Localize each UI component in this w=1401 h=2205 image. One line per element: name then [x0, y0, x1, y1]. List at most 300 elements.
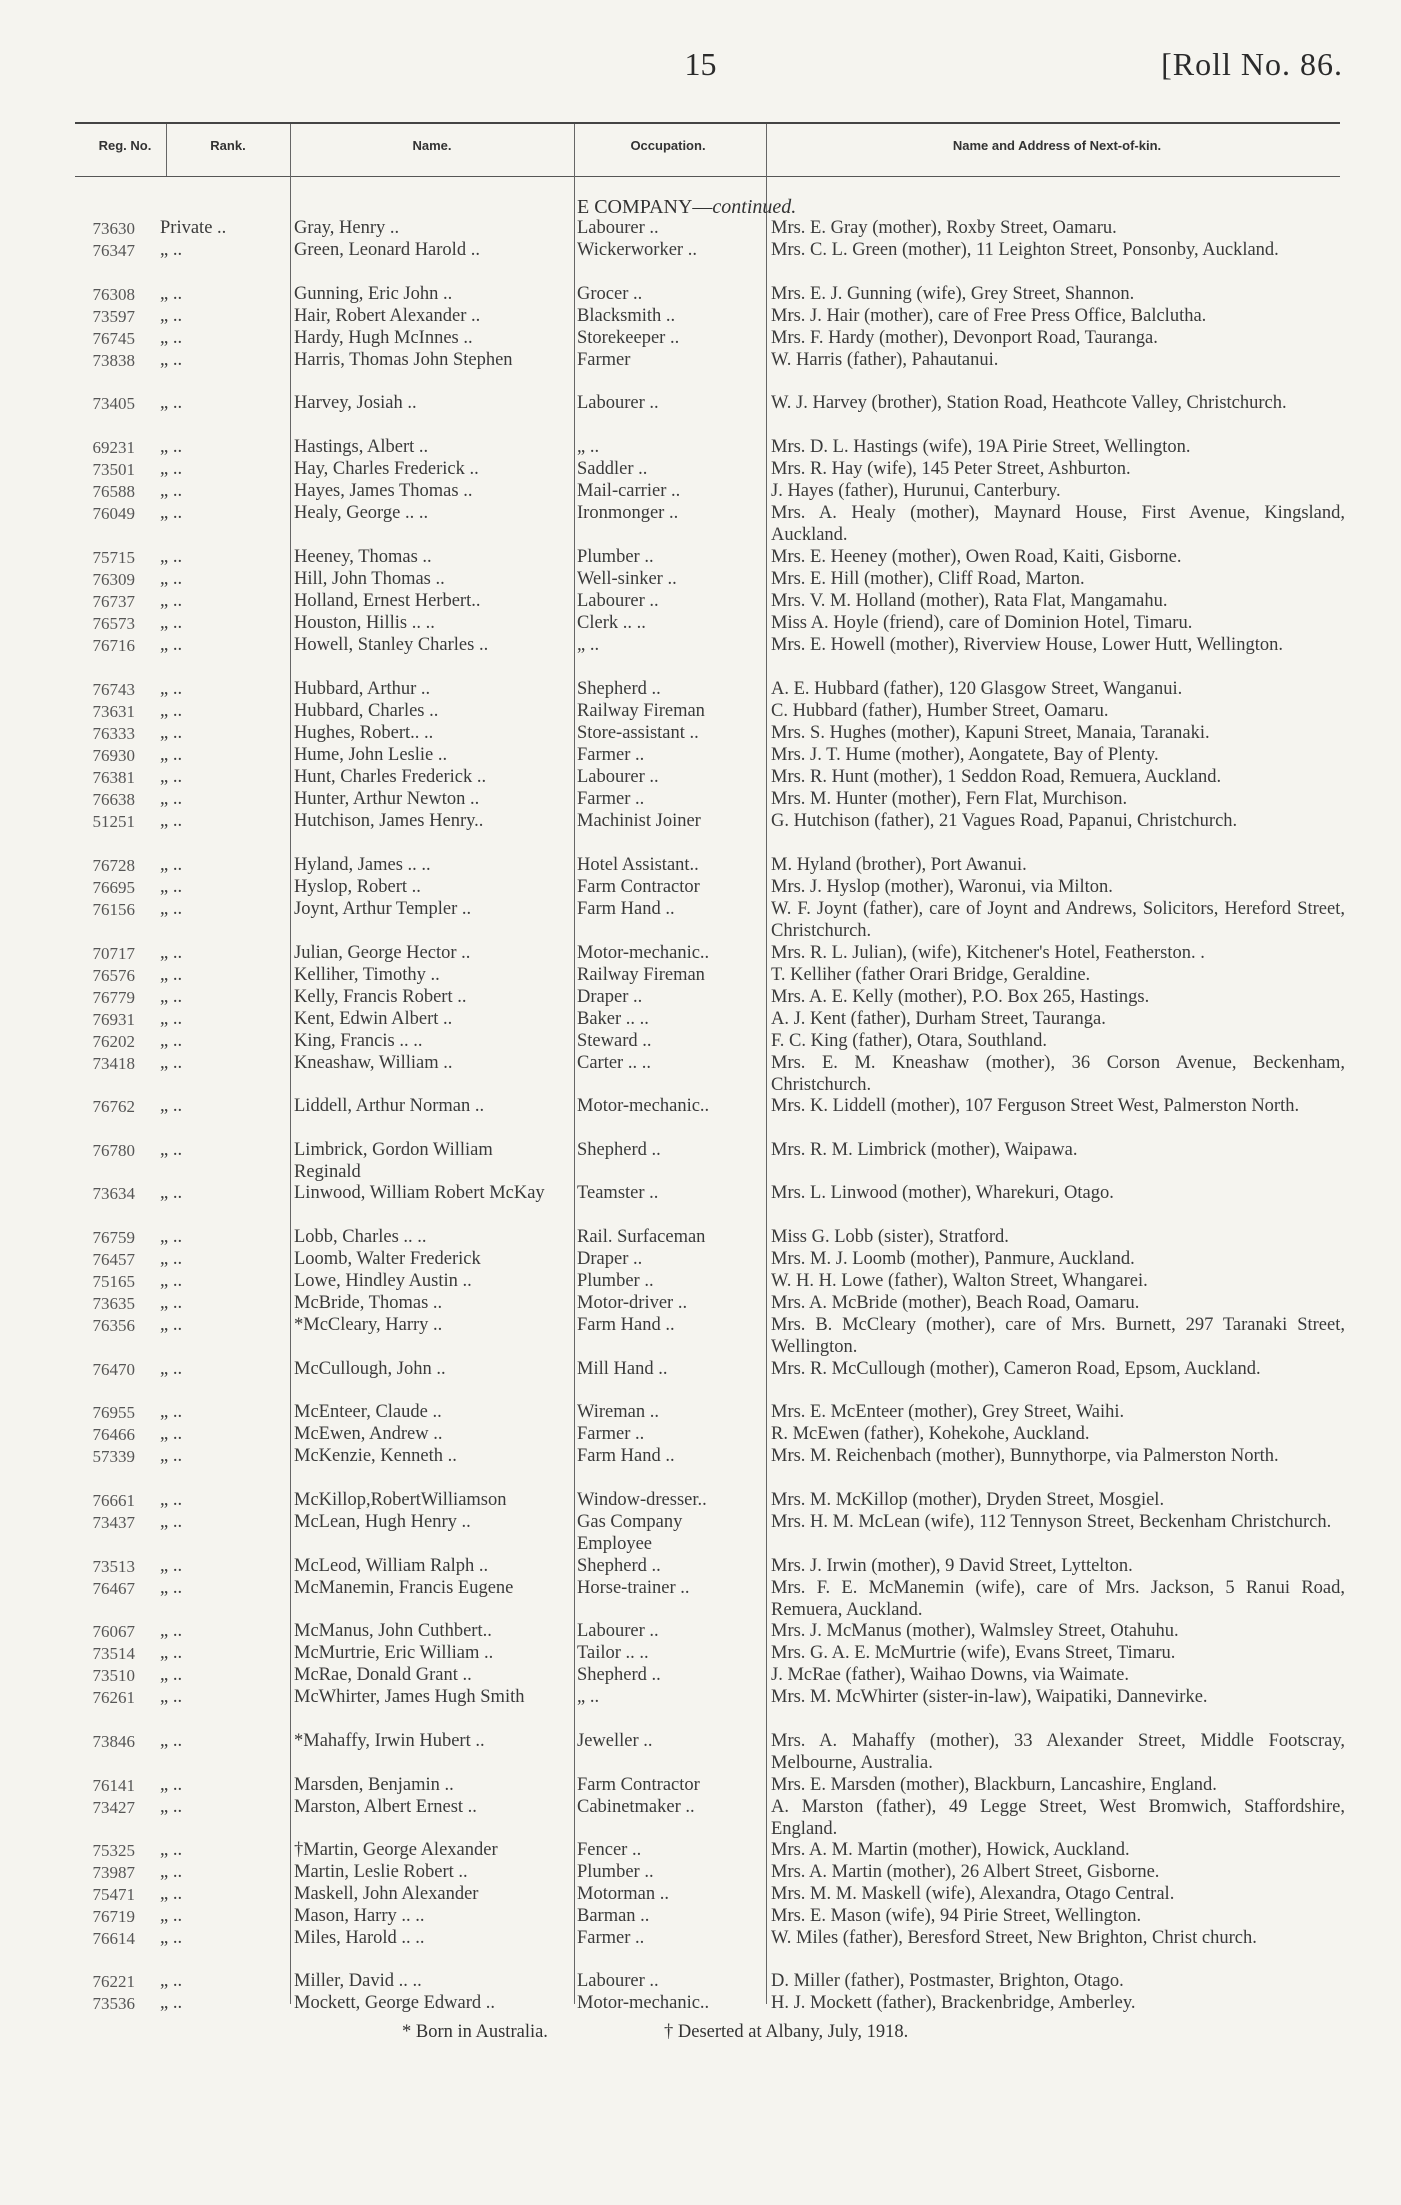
- soldier-name: Kneashaw, William ..: [294, 1053, 453, 1073]
- soldier-name: Hardy, Hugh McInnes ..: [294, 328, 473, 348]
- reg-number: 76309: [92, 570, 135, 589]
- rank: „ ..: [160, 877, 183, 897]
- next-of-kin: W. Harris (father), Pahautanui.: [771, 350, 999, 370]
- soldier-name: Hughes, Robert.. ..: [294, 723, 434, 743]
- occupation: Rail. Surfaceman: [577, 1227, 706, 1247]
- reg-number: 73536: [92, 1994, 135, 2013]
- soldier-name: Howell, Stanley Charles ..: [294, 635, 489, 655]
- rank: „ ..: [160, 328, 183, 348]
- soldier-name: McMurtrie, Eric William ..: [294, 1643, 494, 1663]
- occupation: Shepherd ..: [577, 1556, 661, 1576]
- next-of-kin: Mrs. M. Reichenbach (mother), Bunnythorpe, via Palmerston North.: [771, 1446, 1279, 1466]
- soldier-name: Kent, Edwin Albert ..: [294, 1009, 453, 1029]
- rank: „ ..: [160, 1665, 183, 1685]
- occupation: Steward ..: [577, 1031, 652, 1051]
- occupation: Labourer ..: [577, 767, 659, 787]
- next-of-kin: Mrs. A. Healy (mother), Maynard House, First Avenue, Kingsland, Auckland.: [771, 503, 1345, 545]
- soldier-name: Gunning, Eric John ..: [294, 284, 453, 304]
- next-of-kin: A. E. Hubbard (father), 120 Glasgow Street, Wanganui.: [771, 679, 1183, 699]
- occupation: Horse-trainer ..: [577, 1578, 690, 1598]
- soldier-name: Green, Leonard Harold ..: [294, 240, 480, 260]
- occupation: Shepherd ..: [577, 1140, 661, 1160]
- reg-number: 73513: [92, 1557, 135, 1576]
- next-of-kin: Mrs. A. E. Kelly (mother), P.O. Box 265, Hastings.: [771, 987, 1150, 1007]
- next-of-kin: Miss A. Hoyle (friend), care of Dominion Hotel, Timaru.: [771, 613, 1193, 633]
- next-of-kin: Mrs. E. J. Gunning (wife), Grey Street, Shannon.: [771, 284, 1135, 304]
- reg-number: 73501: [92, 460, 135, 479]
- next-of-kin: A. Marston (father), 49 Legge Street, West Bromwich, Staffordshire, England.: [771, 1797, 1345, 1839]
- next-of-kin: Mrs. J. T. Hume (mother), Aongatete, Bay of Plenty.: [771, 745, 1159, 765]
- next-of-kin: Mrs. E. Mason (wife), 94 Pirie Street, Wellington.: [771, 1906, 1142, 1926]
- reg-number: 76467: [92, 1579, 135, 1598]
- next-of-kin: Mrs. M. McWhirter (sister-in-law), Waipatiki, Dannevirke.: [771, 1687, 1208, 1707]
- soldier-name: Loomb, Walter Frederick: [294, 1249, 481, 1269]
- soldier-name: McManus, John Cuthbert..: [294, 1621, 492, 1641]
- occupation: Farm Contractor: [577, 877, 700, 897]
- reg-number: 76762: [92, 1097, 135, 1116]
- occupation: Plumber ..: [577, 1271, 654, 1291]
- rank: „ ..: [160, 1884, 183, 1904]
- next-of-kin: Mrs. E. M. Kneashaw (mother), 36 Corson Avenue, Beckenham, Christchurch.: [771, 1053, 1345, 1095]
- next-of-kin: Mrs. R. M. Limbrick (mother), Waipawa.: [771, 1140, 1078, 1160]
- rank: „ ..: [160, 1556, 183, 1576]
- rank: „ ..: [160, 1731, 183, 1751]
- next-of-kin: Mrs. R. Hay (wife), 145 Peter Street, Ashburton.: [771, 459, 1131, 479]
- soldier-name: McRae, Donald Grant ..: [294, 1665, 472, 1685]
- roll-number: [Roll No. 86.: [1161, 46, 1343, 82]
- reg-number: 76202: [92, 1032, 135, 1051]
- occupation: Motor-mechanic..: [577, 943, 710, 963]
- reg-number: 76719: [92, 1907, 135, 1926]
- rank: „ ..: [160, 284, 183, 304]
- rank: „ ..: [160, 1402, 183, 1422]
- reg-number: 76745: [92, 329, 135, 348]
- soldier-name: Hill, John Thomas ..: [294, 569, 445, 589]
- next-of-kin: Mrs. M. Hunter (mother), Fern Flat, Murchison.: [771, 789, 1128, 809]
- occupation: Farmer ..: [577, 789, 645, 809]
- reg-number: 73987: [92, 1863, 135, 1882]
- occupation: Grocer ..: [577, 284, 643, 304]
- soldier-name: Kelliher, Timothy ..: [294, 965, 440, 985]
- occupation: Jeweller ..: [577, 1731, 653, 1751]
- section-continued: continued.: [712, 196, 797, 218]
- occupation: Labourer ..: [577, 218, 659, 238]
- reg-number: 76067: [92, 1622, 135, 1641]
- next-of-kin: Mrs. A. McBride (mother), Beach Road, Oamaru.: [771, 1293, 1140, 1313]
- reg-number: 73631: [92, 702, 135, 721]
- soldier-name: McBride, Thomas ..: [294, 1293, 443, 1313]
- reg-number: 76779: [92, 988, 135, 1007]
- occupation: Farmer ..: [577, 1928, 645, 1948]
- reg-number: 76141: [92, 1776, 135, 1795]
- reg-number: 76308: [92, 285, 135, 304]
- rank: „ ..: [160, 1775, 183, 1795]
- reg-number: 76156: [92, 900, 135, 919]
- reg-number: 76638: [92, 790, 135, 809]
- reg-number: 76576: [92, 966, 135, 985]
- rank: „ ..: [160, 591, 183, 611]
- occupation: Plumber ..: [577, 1862, 654, 1882]
- soldier-name: Hyslop, Robert ..: [294, 877, 421, 897]
- rank: „ ..: [160, 569, 183, 589]
- next-of-kin: Mrs. M. McKillop (mother), Dryden Street, Mosgiel.: [771, 1490, 1165, 1510]
- reg-number: 76716: [92, 636, 135, 655]
- next-of-kin: Mrs. C. L. Green (mother), 11 Leighton Street, Ponsonby, Auckland.: [771, 240, 1279, 260]
- reg-number: 73597: [92, 307, 135, 326]
- reg-number: 73846: [92, 1732, 135, 1751]
- soldier-name: Lobb, Charles .. ..: [294, 1227, 427, 1247]
- next-of-kin: W. Miles (father), Beresford Street, New Brighton, Christ church.: [771, 1928, 1257, 1948]
- rank: „ ..: [160, 811, 183, 831]
- reg-number: 76049: [92, 504, 135, 523]
- page-number: 15: [684, 46, 717, 82]
- reg-number: 76333: [92, 724, 135, 743]
- soldier-name: *McCleary, Harry ..: [294, 1315, 443, 1335]
- column-header-next-of-kin: Name and Address of Next-of-kin.: [952, 138, 1162, 153]
- occupation: Farm Hand ..: [577, 1315, 675, 1335]
- rank: „ ..: [160, 1906, 183, 1926]
- soldier-name: McKillop,RobertWilliamson: [294, 1490, 507, 1510]
- occupation: Tailor .. ..: [577, 1643, 649, 1663]
- soldier-name: McKenzie, Kenneth ..: [294, 1446, 457, 1466]
- rank: „ ..: [160, 350, 183, 370]
- occupation: Saddler ..: [577, 459, 648, 479]
- rank: „ ..: [160, 393, 183, 413]
- next-of-kin: Mrs. J. McManus (mother), Walmsley Street, Otahuhu.: [771, 1621, 1179, 1641]
- occupation: Wickerworker ..: [577, 240, 697, 260]
- next-of-kin: Mrs. F. E. McManemin (wife), care of Mrs. Jackson, 5 Ranui Road, Remuera, Auckland.: [771, 1578, 1345, 1620]
- rank: „ ..: [160, 635, 183, 655]
- soldier-name: *Mahaffy, Irwin Hubert ..: [294, 1731, 485, 1751]
- rank: „ ..: [160, 437, 183, 457]
- next-of-kin: Mrs. E. Marsden (mother), Blackburn, Lancashire, England.: [771, 1775, 1217, 1795]
- next-of-kin: Mrs. R. Hunt (mother), 1 Seddon Road, Remuera, Auckland.: [771, 767, 1222, 787]
- reg-number: 76743: [92, 680, 135, 699]
- occupation: Railway Fireman: [577, 701, 705, 721]
- occupation: „ ..: [577, 1687, 600, 1707]
- next-of-kin: Mrs. B. McCleary (mother), care of Mrs. Burnett, 297 Taranaki Street, Wellington.: [771, 1315, 1345, 1357]
- soldier-name: Hubbard, Charles ..: [294, 701, 439, 721]
- occupation: Hotel Assistant..: [577, 855, 699, 875]
- rank: „ ..: [160, 723, 183, 743]
- rank: „ ..: [160, 240, 183, 260]
- next-of-kin: Mrs. V. M. Holland (mother), Rata Flat, Mangamahu.: [771, 591, 1168, 611]
- column-header-rank: Rank.: [210, 138, 246, 153]
- column-header-name: Name.: [412, 138, 452, 153]
- rank: „ ..: [160, 306, 183, 326]
- rank: „ ..: [160, 679, 183, 699]
- reg-number: 75471: [92, 1885, 135, 1904]
- next-of-kin: Mrs. J. Hyslop (mother), Waronui, via Milton.: [771, 877, 1113, 897]
- next-of-kin: Mrs. M. J. Loomb (mother), Panmure, Auckland.: [771, 1249, 1135, 1269]
- occupation: Storekeeper ..: [577, 328, 680, 348]
- occupation: Motorman ..: [577, 1884, 669, 1904]
- rank: „ ..: [160, 1578, 183, 1598]
- occupation: Farmer ..: [577, 745, 645, 765]
- rank: „ ..: [160, 767, 183, 787]
- soldier-name: Kelly, Francis Robert ..: [294, 987, 467, 1007]
- reg-number: 76573: [92, 614, 135, 633]
- rank: „ ..: [160, 1183, 183, 1203]
- occupation: „ ..: [577, 635, 600, 655]
- soldier-name: Linwood, William Robert McKay: [294, 1183, 545, 1203]
- soldier-name: Hume, John Leslie ..: [294, 745, 448, 765]
- soldier-name: Miles, Harold .. ..: [294, 1928, 425, 1948]
- next-of-kin: Mrs. J. Irwin (mother), 9 David Street, Lyttelton.: [771, 1556, 1133, 1576]
- next-of-kin: R. McEwen (father), Kohekohe, Auckland.: [771, 1424, 1090, 1444]
- rank: „ ..: [160, 1862, 183, 1882]
- occupation: Labourer ..: [577, 591, 659, 611]
- occupation: Labourer ..: [577, 393, 659, 413]
- occupation: Farmer: [577, 350, 631, 370]
- rank: „ ..: [160, 1140, 183, 1160]
- soldier-name: McEnteer, Claude ..: [294, 1402, 442, 1422]
- occupation: Carter .. ..: [577, 1053, 651, 1073]
- occupation: Draper ..: [577, 1249, 643, 1269]
- rank: „ ..: [160, 1446, 183, 1466]
- next-of-kin: Mrs. E. Hill (mother), Cliff Road, Marton.: [771, 569, 1085, 589]
- rank: „ ..: [160, 1797, 183, 1817]
- next-of-kin: Mrs. R. L. Julian), (wife), Kitchener's Hotel, Featherston. .: [771, 943, 1205, 963]
- soldier-name: Gray, Henry ..: [294, 218, 400, 238]
- occupation: Mill Hand ..: [577, 1359, 668, 1379]
- next-of-kin: Mrs. M. M. Maskell (wife), Alexandra, Otago Central.: [771, 1884, 1175, 1904]
- occupation: Ironmonger ..: [577, 503, 679, 523]
- reg-number: 76466: [92, 1425, 135, 1444]
- occupation: Barman ..: [577, 1906, 650, 1926]
- occupation: „ ..: [577, 437, 600, 457]
- rank: „ ..: [160, 1687, 183, 1707]
- soldier-name: Hair, Robert Alexander ..: [294, 306, 481, 326]
- reg-number: 75325: [92, 1841, 135, 1860]
- next-of-kin: Mrs. K. Liddell (mother), 107 Ferguson Street West, Palmerston North.: [771, 1096, 1300, 1116]
- occupation: Teamster ..: [577, 1183, 659, 1203]
- next-of-kin: Mrs. S. Hughes (mother), Kapuni Street, Manaia, Taranaki.: [771, 723, 1210, 743]
- reg-number: 69231: [92, 438, 135, 457]
- rank: „ ..: [160, 481, 183, 501]
- occupation: Baker .. ..: [577, 1009, 649, 1029]
- next-of-kin: A. J. Kent (father), Durham Street, Tauranga.: [771, 1009, 1106, 1029]
- reg-number: 73635: [92, 1294, 135, 1313]
- rank: „ ..: [160, 547, 183, 567]
- footnote-deserted: † Deserted at Albany, July, 1918.: [664, 2022, 909, 2042]
- rank: „ ..: [160, 943, 183, 963]
- reg-number: 76737: [92, 592, 135, 611]
- rank: „ ..: [160, 1249, 183, 1269]
- occupation: Farm Hand ..: [577, 899, 675, 919]
- rank: „ ..: [160, 1971, 183, 1991]
- occupation: Labourer ..: [577, 1971, 659, 1991]
- soldier-name: Hutchison, James Henry..: [294, 811, 484, 831]
- soldier-name: †Martin, George Alexander: [294, 1840, 498, 1860]
- rank: „ ..: [160, 1096, 183, 1116]
- column-header-occupation: Occupation.: [630, 138, 706, 153]
- rank: „ ..: [160, 701, 183, 721]
- soldier-name: McEwen, Andrew ..: [294, 1424, 443, 1444]
- reg-number: 76695: [92, 878, 135, 897]
- occupation: Blacksmith ..: [577, 306, 676, 326]
- next-of-kin: Mrs. L. Linwood (mother), Wharekuri, Otago.: [771, 1183, 1114, 1203]
- rank: „ ..: [160, 1424, 183, 1444]
- occupation: Clerk .. ..: [577, 613, 646, 633]
- next-of-kin: J. McRae (father), Waihao Downs, via Waimate.: [771, 1665, 1130, 1685]
- soldier-name: Lowe, Hindley Austin ..: [294, 1271, 472, 1291]
- next-of-kin: D. Miller (father), Postmaster, Brighton, Otago.: [771, 1971, 1124, 1991]
- reg-number: 76470: [92, 1360, 135, 1379]
- reg-number: 73634: [92, 1184, 135, 1203]
- occupation: Machinist Joiner: [577, 811, 701, 831]
- soldier-name: Mason, Harry .. ..: [294, 1906, 425, 1926]
- reg-number: 76381: [92, 768, 135, 787]
- reg-number: 76347: [92, 241, 135, 260]
- soldier-name: Hayes, James Thomas ..: [294, 481, 473, 501]
- soldier-name: McWhirter, James Hugh Smith: [294, 1687, 525, 1707]
- occupation: Gas Company Employee: [577, 1512, 683, 1554]
- occupation: Motor-mechanic..: [577, 1993, 710, 2013]
- next-of-kin: Miss G. Lobb (sister), Stratford.: [771, 1227, 1009, 1247]
- next-of-kin: T. Kelliher (father Orari Bridge, Geraldine.: [771, 965, 1091, 985]
- reg-number: 76931: [92, 1010, 135, 1029]
- column-header-reg-no: Reg. No.: [98, 138, 152, 153]
- soldier-name: Hunter, Arthur Newton ..: [294, 789, 480, 809]
- soldier-name: Heeney, Thomas ..: [294, 547, 432, 567]
- reg-number: 76614: [92, 1929, 135, 1948]
- next-of-kin: Mrs. J. Hair (mother), care of Free Press Office, Balclutha.: [771, 306, 1207, 326]
- rank: „ ..: [160, 1643, 183, 1663]
- soldier-name: Hay, Charles Frederick ..: [294, 459, 479, 479]
- rank: „ ..: [160, 1621, 183, 1641]
- reg-number: 76955: [92, 1403, 135, 1422]
- reg-number: 76588: [92, 482, 135, 501]
- next-of-kin: G. Hutchison (father), 21 Vagues Road, Papanui, Christchurch.: [771, 811, 1238, 831]
- rank: „ ..: [160, 1490, 183, 1510]
- rank: „ ..: [160, 745, 183, 765]
- occupation: Store-assistant ..: [577, 723, 699, 743]
- reg-number: 73510: [92, 1666, 135, 1685]
- occupation: Shepherd ..: [577, 1665, 661, 1685]
- rank: „ ..: [160, 1928, 183, 1948]
- next-of-kin: J. Hayes (father), Hurunui, Canterbury.: [771, 481, 1061, 501]
- reg-number: 51251: [92, 812, 135, 831]
- next-of-kin: Mrs. H. M. McLean (wife), 112 Tennyson Street, Beckenham Christchurch.: [771, 1512, 1332, 1532]
- soldier-name: Liddell, Arthur Norman ..: [294, 1096, 485, 1116]
- soldier-name: Marston, Albert Ernest ..: [294, 1797, 477, 1817]
- soldier-name: King, Francis .. ..: [294, 1031, 423, 1051]
- next-of-kin: Mrs. D. L. Hastings (wife), 19A Pirie Street, Wellington.: [771, 437, 1191, 457]
- rank: „ ..: [160, 1009, 183, 1029]
- rank: Private ..: [160, 218, 227, 238]
- rank: „ ..: [160, 1271, 183, 1291]
- rank: „ ..: [160, 1512, 183, 1532]
- occupation: Fencer ..: [577, 1840, 642, 1860]
- occupation: Plumber ..: [577, 547, 654, 567]
- soldier-name: Hastings, Albert ..: [294, 437, 429, 457]
- soldier-name: McCullough, John ..: [294, 1359, 446, 1379]
- reg-number: 73427: [92, 1798, 135, 1817]
- occupation: Farm Hand ..: [577, 1446, 675, 1466]
- occupation: Shepherd ..: [577, 679, 661, 699]
- occupation: Motor-mechanic..: [577, 1096, 710, 1116]
- occupation: Well-sinker ..: [577, 569, 677, 589]
- rank: „ ..: [160, 1993, 183, 2013]
- next-of-kin: W. H. H. Lowe (father), Walton Street, Whangarei.: [771, 1271, 1148, 1291]
- soldier-name: McManemin, Francis Eugene: [294, 1578, 514, 1598]
- reg-number: 73514: [92, 1644, 135, 1663]
- rank: „ ..: [160, 613, 183, 633]
- rank: „ ..: [160, 1293, 183, 1313]
- soldier-name: Holland, Ernest Herbert..: [294, 591, 481, 611]
- soldier-name: Healy, George .. ..: [294, 503, 429, 523]
- soldier-name: Harris, Thomas John Stephen: [294, 350, 513, 370]
- occupation: Cabinetmaker ..: [577, 1797, 695, 1817]
- next-of-kin: F. C. King (father), Otara, Southland.: [771, 1031, 1047, 1051]
- occupation: Farmer ..: [577, 1424, 645, 1444]
- next-of-kin: Mrs. G. A. E. McMurtrie (wife), Evans Street, Timaru.: [771, 1643, 1176, 1663]
- soldier-name: Mockett, George Edward ..: [294, 1993, 496, 2013]
- occupation: Motor-driver ..: [577, 1293, 688, 1313]
- soldier-name: Miller, David .. ..: [294, 1971, 422, 1991]
- reg-number: 76221: [92, 1972, 135, 1991]
- rank: „ ..: [160, 1840, 183, 1860]
- reg-number: 76759: [92, 1228, 135, 1247]
- reg-number: 73405: [92, 394, 135, 413]
- rank: „ ..: [160, 987, 183, 1007]
- soldier-name: Hubbard, Arthur ..: [294, 679, 431, 699]
- soldier-name: Martin, Leslie Robert ..: [294, 1862, 468, 1882]
- reg-number: 73418: [92, 1054, 135, 1073]
- section-company: E COMPANY—: [577, 196, 713, 218]
- occupation: Draper ..: [577, 987, 643, 1007]
- reg-number: 70717: [92, 944, 135, 963]
- soldier-name: McLean, Hugh Henry ..: [294, 1512, 471, 1532]
- reg-number: 75165: [92, 1272, 135, 1291]
- footnote-born-australia: * Born in Australia.: [402, 2022, 548, 2042]
- reg-number: 73838: [92, 351, 135, 370]
- reg-number: 73630: [92, 219, 135, 238]
- soldier-name: McLeod, William Ralph ..: [294, 1556, 489, 1576]
- rank: „ ..: [160, 855, 183, 875]
- reg-number: 73437: [92, 1513, 135, 1532]
- occupation: Labourer ..: [577, 1621, 659, 1641]
- rank: „ ..: [160, 1359, 183, 1379]
- occupation: Farm Contractor: [577, 1775, 700, 1795]
- next-of-kin: Mrs. A. Martin (mother), 26 Albert Street, Gisborne.: [771, 1862, 1160, 1882]
- next-of-kin: Mrs. E. McEnteer (mother), Grey Street, Waihi.: [771, 1402, 1125, 1422]
- reg-number: 75715: [92, 548, 135, 567]
- rank: „ ..: [160, 965, 183, 985]
- rank: „ ..: [160, 1031, 183, 1051]
- next-of-kin: Mrs. E. Howell (mother), Riverview House, Lower Hutt, Wellington.: [771, 635, 1283, 655]
- occupation: Wireman ..: [577, 1402, 659, 1422]
- soldier-name: Julian, George Hector ..: [294, 943, 471, 963]
- next-of-kin: Mrs. E. Gray (mother), Roxby Street, Oamaru.: [771, 218, 1117, 238]
- next-of-kin: Mrs. R. McCullough (mother), Cameron Road, Epsom, Auckland.: [771, 1359, 1261, 1379]
- next-of-kin: C. Hubbard (father), Humber Street, Oamaru.: [771, 701, 1109, 721]
- reg-number: 76780: [92, 1141, 135, 1160]
- reg-number: 76261: [92, 1688, 135, 1707]
- rank: „ ..: [160, 459, 183, 479]
- next-of-kin: Mrs. F. Hardy (mother), Devonport Road, Tauranga.: [771, 328, 1158, 348]
- next-of-kin: Mrs. A. Mahaffy (mother), 33 Alexander Street, Middle Footscray, Melbourne, Australia.: [771, 1731, 1345, 1773]
- soldier-name: Joynt, Arthur Templer ..: [294, 899, 472, 919]
- soldier-name: Hunt, Charles Frederick ..: [294, 767, 487, 787]
- reg-number: 76356: [92, 1316, 135, 1335]
- soldier-name: Hyland, James .. ..: [294, 855, 431, 875]
- reg-number: 76661: [92, 1491, 135, 1510]
- rank: „ ..: [160, 789, 183, 809]
- next-of-kin: W. J. Harvey (brother), Station Road, Heathcote Valley, Christchurch.: [771, 393, 1287, 413]
- soldier-name: Marsden, Benjamin ..: [294, 1775, 454, 1795]
